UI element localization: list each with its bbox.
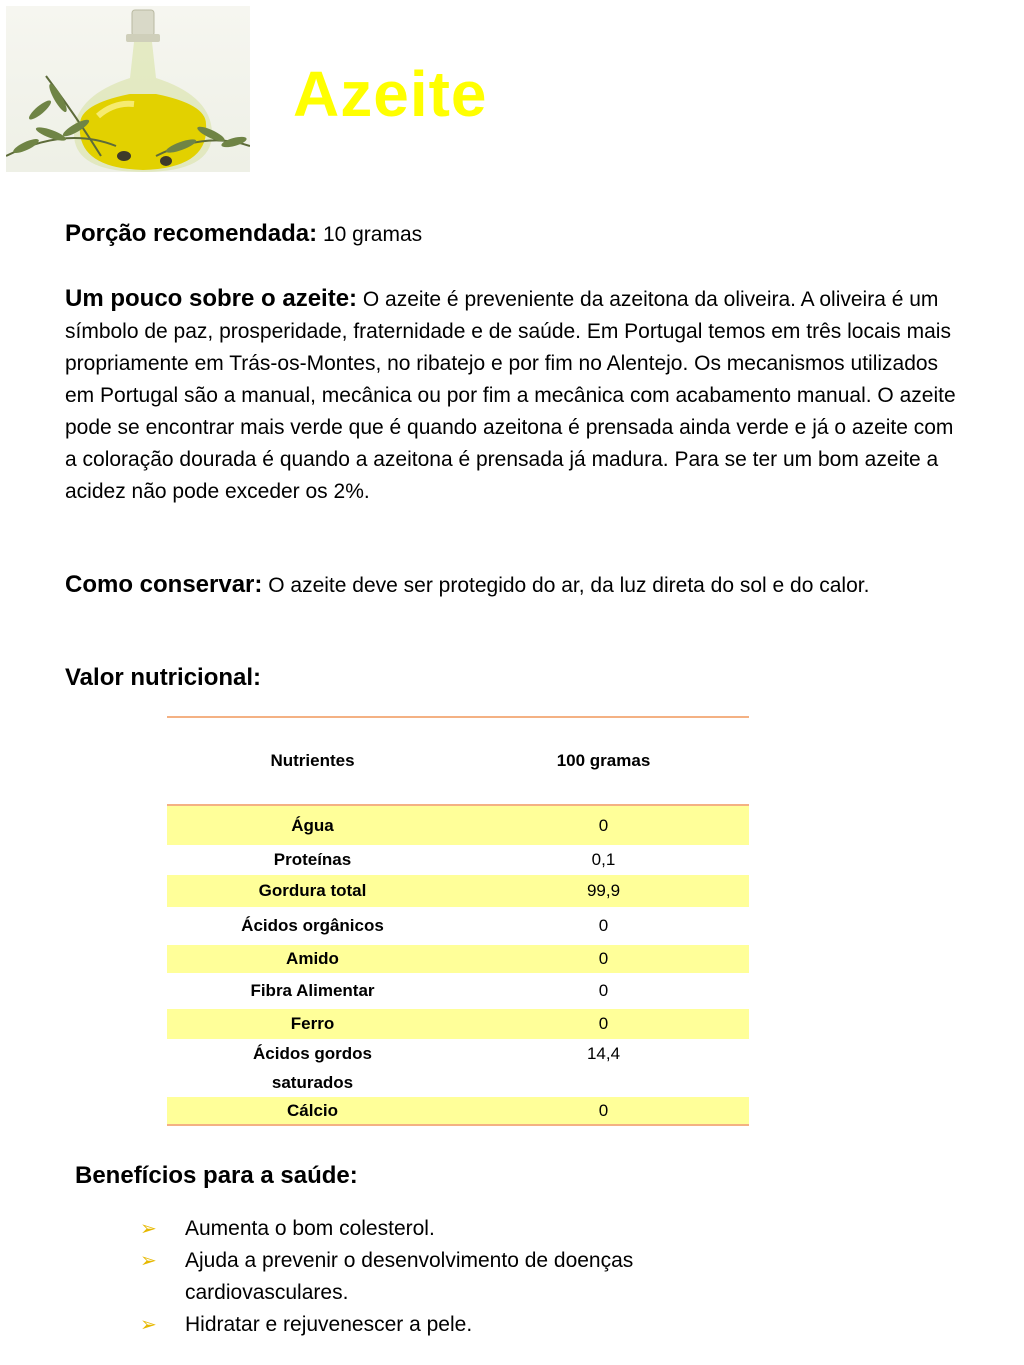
sobre-paragraph: [65, 283, 965, 508]
list-item: [140, 1245, 780, 1309]
conservar-text: O azeite deve ser protegido do ar, da luz direta do sol e do calor.: [268, 574, 870, 597]
nutrient-value: 0,1: [591, 850, 616, 869]
table-row: [167, 1009, 749, 1039]
porcao-value: 10 gramas: [322, 223, 423, 246]
nutrient-name: Proteínas: [273, 850, 352, 869]
table-row: [167, 805, 749, 845]
table-row: [167, 875, 749, 907]
table-row: [167, 1039, 749, 1097]
table-row: [167, 845, 749, 875]
table-header-100g: 100 gramas: [458, 717, 749, 805]
nutrient-value: 99,9: [458, 875, 749, 907]
valor-label: Valor nutricional:: [65, 664, 262, 691]
nutrient-value: 0: [458, 945, 749, 973]
list-item-text: Aumenta o bom colesterol.: [185, 1217, 435, 1240]
list-item-text: Ajuda a prevenir o desenvolvimento de doenças cardiovasculares.: [185, 1249, 634, 1304]
nutrient-value: 0: [458, 1009, 749, 1039]
porcao-paragraph: [65, 218, 965, 251]
conservar-paragraph: [65, 569, 965, 602]
table-row: [167, 945, 749, 973]
nutrient-name: Amido: [167, 945, 458, 973]
nutrition-table: [167, 716, 749, 1126]
nutrient-value: 14,4: [586, 1044, 621, 1063]
olive-oil-image: [6, 6, 250, 172]
beneficios-heading: Benefícios para a saúde:: [75, 1162, 358, 1189]
conservar-label: Como conservar:: [65, 571, 263, 598]
beneficios-list: [140, 1213, 780, 1341]
nutrient-name: Fibra Alimentar: [250, 981, 375, 1000]
table-header-row: [167, 717, 749, 805]
sobre-text: O azeite é preveniente da azeitona da oliveira. A oliveira é um símbolo de paz, prosperidade, fraternidade e de saúde. Em Portugal temos em três locais mais propriamente em Trás-os-Montes, no ribatejo e por fim no Alentejo. Os mecanismos utilizados em Portugal são a manual, mecânica ou por fim a mecânica com acabamento manual. O azeite pode se encontrar mais verde que é quando azeitona é prensada ainda verde e já o azeite com a coloração dourada é quando a azeitona é prensada já madura. Para se ter um bom azeite a acidez não pode exceder os 2%.: [65, 288, 956, 503]
nutrient-name: Cálcio: [167, 1097, 458, 1125]
table-row: [167, 1097, 749, 1125]
porcao-label: Porção recomendada:: [65, 220, 318, 247]
nutrient-name: Ácidos gordos saturados: [252, 1044, 372, 1092]
nutrient-name: Ácidos orgânicos: [241, 916, 384, 935]
table-row: [167, 907, 749, 945]
list-item-text: Hidratar e rejuvenescer a pele.: [185, 1313, 473, 1336]
page-title: Azeite: [293, 58, 488, 130]
nutrient-value: 0: [598, 916, 609, 935]
nutrient-value: 0: [458, 1097, 749, 1125]
table-header-nutrientes: Nutrientes: [167, 717, 458, 805]
nutrient-value: 0: [458, 805, 749, 845]
valor-heading: [65, 662, 965, 695]
arrow-bullet-icon: ➢: [140, 1314, 157, 1336]
nutrient-name: Ferro: [167, 1009, 458, 1039]
table-row: [167, 973, 749, 1009]
list-item: [140, 1213, 780, 1245]
nutrient-name: Água: [167, 805, 458, 845]
arrow-bullet-icon: ➢: [140, 1218, 157, 1240]
nutrient-name: Gordura total: [167, 875, 458, 907]
nutrient-value: 0: [598, 981, 609, 1000]
arrow-bullet-icon: ➢: [140, 1250, 157, 1272]
sobre-label: Um pouco sobre o azeite:: [65, 285, 358, 312]
list-item: [140, 1309, 780, 1341]
